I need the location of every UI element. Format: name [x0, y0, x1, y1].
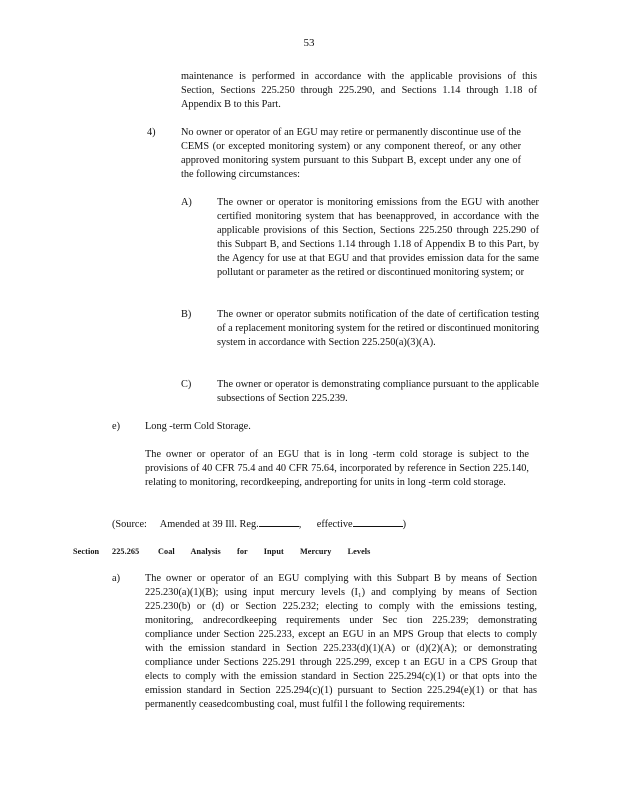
source-amended: Amended at 39 Ill. Reg.	[159, 519, 259, 530]
register-page-blank	[259, 516, 299, 527]
source-comma: ,	[298, 519, 302, 530]
page-number: 53	[303, 37, 315, 49]
item-4-label: 4)	[147, 127, 156, 138]
item-B-label: B)	[181, 309, 192, 320]
item-e-label: e)	[112, 421, 120, 432]
item-e-text: The owner or operator of an EGU that is in long -term cold storage is subject to the provisions of 40 CFR 75.4 and 40 CFR 75.64, incorporated by reference in Section 225.140, relating to monitoring, recordkeeping, andreporting for units in long -term cold storage.	[145, 449, 529, 488]
section-number: 225.265	[112, 547, 140, 556]
section-title: Coal Analysis for Input Mercury Levels	[158, 547, 371, 556]
source-suffix: )	[402, 519, 407, 530]
item-e-heading: Long -term Cold Storage.	[145, 421, 251, 432]
item-C-label: C)	[181, 379, 192, 390]
item-4-text: No owner or operator of an EGU may retire or permanently discontinue use of the CEMS (or excepted monitoring system) or any component thereof, or any other approved monitoring system pursuant to this Subpart B, except under any one of the following circumstances:	[181, 127, 521, 180]
continuation-paragraph: maintenance is performed in accordance with the applicable provisions of this Section, Sections 225.250 through 225.290, and Sections 1.14 through 1.18 of Appendix B to this Part.	[181, 71, 537, 110]
item-A-label: A)	[181, 197, 192, 208]
item-a-label: a)	[112, 573, 120, 584]
source-effective: effective	[316, 519, 353, 530]
source-prefix: (Source:	[112, 519, 147, 530]
item-B-text: The owner or operator submits notification of the date of certification testing of a replacement monitoring system for the retired or discontinued monitoring system in accordance with Section 225.250(a)(3)(A).	[217, 309, 539, 348]
source-note	[112, 516, 406, 532]
item-C-text: The owner or operator is demonstrating compliance pursuant to the applicable subsections of Section 225.239.	[217, 379, 539, 404]
section-label: Section	[73, 547, 100, 556]
item-a-text: The owner or operator of an EGU complying with this Subpart B by means of Section 225.230(a)(1)(B); using input mercury levels (I₁) and complying by means of Section 225.230(b) or (d) or Section 225.232; electing to comply with the emissions testing, monitoring, andrecordkeeping requirements under Sec tion 225.239; demonstrating compliance under Section 225.233, except an EGU in an MPS Group that elects to comply with the emission standard in Section 225.233(d)(1)(A) or (d)(2)(A); or demonstrating compliance under Sections 225.291 through 225.299, excep t an EGU in a CPS Group that elects to comply with the emission standard in Section 225.294(c)(1) or that opts into the emission standard in Section 225.294(c)(1) pursuant to Section 225.294(e)(1) or that has permanently ceasedcombusting coal, must fulfil l the following requirements:	[145, 573, 537, 710]
effective-date-blank	[353, 516, 403, 527]
item-A-text: The owner or operator is monitoring emissions from the EGU with another certified monitoring system that has beenapproved, in accordance with the applicable provisions of this Section, Sections 225.250 through 225.290 of this Subpart B, and Sections 1.14 through 1.18 of Appendix B to this Part, by the Agency for use at that EGU and that provides emission data for the same pollutant or parameter as the retired or discontinued monitoring system; or	[217, 197, 539, 278]
